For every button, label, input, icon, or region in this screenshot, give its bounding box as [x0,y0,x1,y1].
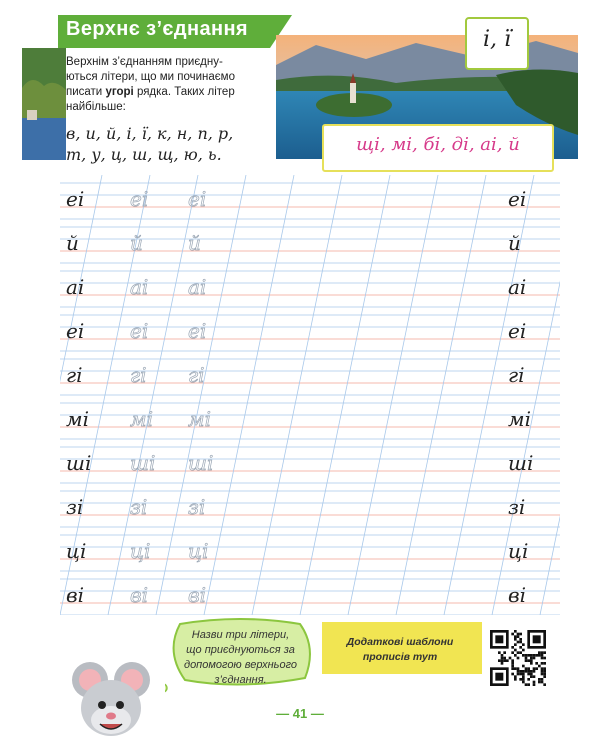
row-trace-letters: гі [130,363,147,387]
row-example-letters: гі [66,363,83,387]
left-photo [22,48,66,160]
row-example-letters: ші [66,451,92,475]
row-right-letters: ші [508,451,534,475]
row-trace-letters: ші [188,451,214,475]
row-right-letters: гі [508,363,525,387]
row-trace-letters: мі [188,407,211,431]
row-trace-letters: еі [188,187,207,211]
letters-line-1: в, и, й, і, ї, к, н, п, р, [66,124,234,143]
page-title: Верхнє з’єднання [66,18,248,40]
qr-label-text [330,635,470,665]
qr-code-icon[interactable] [490,630,546,686]
row-trace-letters: ші [130,451,156,475]
example-text: щі, мі, бі, ді, аі, й [356,134,520,155]
bubble-line-4: з’єднання. [214,674,267,686]
row-trace-letters: еі [188,319,207,343]
row-right-letters: еі [508,319,527,343]
row-example-letters: еі [66,187,85,211]
bubble-line-1: Назви три літери, [191,629,290,641]
row-trace-letters: зі [188,495,206,519]
row-right-letters: ві [508,583,527,607]
row-trace-letters: ві [130,583,149,607]
row-example-letters: зі [66,495,84,519]
bubble-text [168,628,313,688]
row-trace-letters: й [130,231,143,255]
row-right-letters: ці [508,539,529,563]
intro-line-4: найбільше: [66,101,126,113]
row-right-letters: зі [508,495,526,519]
letters-line-2: т, у, ц, ш, щ, ю, ь. [66,145,222,164]
row-example-letters: еі [66,319,85,343]
row-trace-letters: еі [130,319,149,343]
row-trace-letters: зі [130,495,148,519]
row-example-letters: ві [66,583,85,607]
bubble-line-2: що приєднуються за [186,644,295,656]
row-example-letters: ці [66,539,87,563]
row-example-letters: й [66,231,79,255]
intro-line-2: ються літери, що ми починаємо [66,71,235,83]
letter-box-text: і, ї [482,27,512,52]
page-number: — 41 — [276,706,324,721]
row-trace-letters: й [188,231,201,255]
letter-list [66,123,276,165]
row-example-letters: аі [66,275,85,299]
bubble-line-3: допомогою верхнього [183,659,298,671]
mouse-illustration [60,650,160,750]
row-trace-letters: гі [188,363,205,387]
intro-bold-word: угорі [105,86,134,98]
intro-text [66,55,276,115]
intro-line-3a: писати [66,86,103,98]
row-right-letters: мі [508,407,531,431]
qr-label-line-2: прописів тут [362,651,438,663]
row-trace-letters: ці [130,539,151,563]
row-trace-letters: ці [188,539,209,563]
row-trace-letters: еі [130,187,149,211]
row-trace-letters: мі [130,407,153,431]
row-right-letters: й [508,231,521,255]
intro-line-1: Верхнім з’єднанням приєдну- [66,56,223,68]
row-right-letters: аі [508,275,527,299]
qr-label-line-1: Додаткові шаблони [346,636,454,648]
intro-line-3b: рядка. Таких літер [136,86,235,98]
row-trace-letters: аі [188,275,207,299]
row-right-letters: еі [508,187,527,211]
row-trace-letters: ві [188,583,207,607]
row-trace-letters: аі [130,275,149,299]
row-example-letters: мі [66,407,89,431]
